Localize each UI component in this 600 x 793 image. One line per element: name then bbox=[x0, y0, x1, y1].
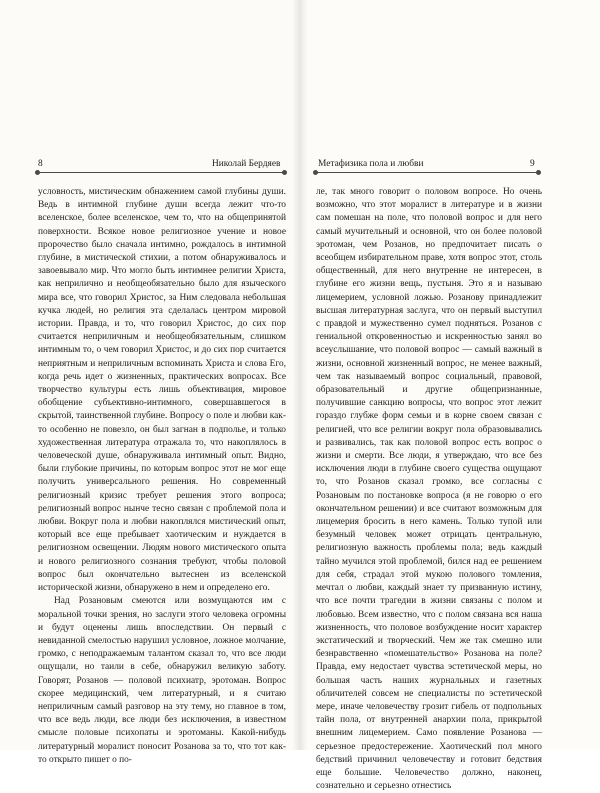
left-running-head: Николай Бердяев bbox=[212, 159, 281, 169]
left-page-number: 8 bbox=[38, 159, 43, 169]
left-paragraph-1: условность, мистическим обнажением самой глубины души. Ведь в интимной глубине души всегда лежит что-то вселенское, более вселенское, чем то, что на общепринятой поверхности. Всякое новое религиозное учение и новое пророчество было сначала интимно, рождалось в интимной глубине, в мистической стихии, а потом обнаруживалось и завоевывало мир. Что могло быть интимнее религии Христа, как неприлично и необщеобязательно было для языческого мира все, что говорил Христос, за Ним следовала небольшая кучка людей, но религия эта сделалась центром мировой истории. Правда, и то, что говорил Христос, до сих пор считается неприличным и необщеобязательным, слишком интимным то, о чем говорил Христос, и до сих пор считается неприятным и неприличным вспоминать Христа и слова Его, когда речь идет о жизненных, практических вопросах. Все творчество культуры есть лишь объективация, мировое обобщение субъективно-интимного, совершавшегося в скрытой, таинственной глубине. Вопросу о поле и любви как-то особенно не повезло, он был загнан в подполье, и только художественная литература отражала то, что накоплялось в человеческой душе, обнаруживала интимный опыт. Видно, были глубокие причины, по которым вопрос этот не мог еще получить универсального решения. Но современный религиозный кризис требует решения этого вопроса; религиозный вопрос нынче тесно связан с проблемой пола и любви. Вокруг пола и любви накоплялся мистический опыт, который все еще пребывает хаотическим и нуждается в религиозном освещении. Людям нового мистического опыта и нового религиозного сознания требуют, чтобы половой вопрос был окончательно вытеснен из вселенской исторической жизни, обнаружено в нем и определено его. bbox=[38, 187, 286, 594]
left-header-rule bbox=[36, 172, 286, 173]
right-running-head: Метафизика пола и любви bbox=[318, 159, 424, 169]
right-header-rule bbox=[314, 172, 540, 173]
right-page-number: 9 bbox=[530, 159, 535, 169]
left-page-body bbox=[38, 186, 286, 767]
right-page-body bbox=[316, 186, 542, 793]
left-paragraph-2: Над Розановым смеются или возмущаются им с моральной точки зрения, но заслуги этого человека огромны и будут оценены лишь впоследствии. Он первый с невиданной смелостью нарушил условное, ложное молчание, громко, с неподражаемым талантом сказал то, что все люди ощущали, но таили в себе, обнаружил великую заботу. Говорят, Розанов — половой психиатр, эротоман. Вопрос скорее медицинский, чем литературный, и я считаю неприличным самый разговор на эту тему, но главное в том, что все ведь люди, все люди без исключения, в известном смысле половые психопаты и эротоманы. Какой-нибудь литературный моралист поносит Розанова за то, что тот как-то открыто пишет о по- bbox=[38, 596, 286, 765]
right-paragraph-1: ле, так много говорит о половом вопросе. Но очень возможно, что этот моралист в литературе и в жизни сам помешан на поле, что половой вопрос и для него самый мучительный и основной, что он более половой эротоман, чем Розанов, но предпочитает писать о всеобщем избирательном праве, хотя вопрос этот, столь общественный, для него внутренне не интересен, в глубине его жизни вещь, пустыня. Это я и называю лицемерием, условной ложью. Розанову принадлежит высшая литературная заслуга, что он первый выступил с правдой и мужественно сумел подняться. Розанов с гениальной откровенностью и искренностью занял во всеуслышание, что половой вопрос — самый важный в жизни, основной жизненный вопрос, не менее важный, чем так называемый вопрос социальный, правовой, образовательный и другие общепризнанные, получившие санкцию вопросы, что вопрос этот лежит гораздо глубже форм семьи и в корне своем связан с религией, что все религии вокруг пола образовывались и развивались, так как половой вопрос есть вопрос о жизни и смерти. Все люди, я утверждаю, что все без исключения люди в глубине своего существа ощущают то, что Розанов сказал громко, все согласны с Розановым по постановке вопроса (я не говорю о его окончательном решении) и все считают возможным для лицемерия бросить в него камень. Только тупой или безумный человек может отрицать центральную, религиозную важность проблемы пола; ведь каждый тайно мучился этой проблемой, бился над ее решением для себя, страдал этой мукою полового томления, мечтал о любви, каждый знает ту призванную истину, что все почти трагедии в жизни связаны с полом и любовью. Всем известно, что с полом связана вся наша жизненность, что половое возбуждение носит характер экстатический и творческий. Чем же так смешно или безнравственно «помешательство» Розанова на поле? Правда, ему недостает чувства эстетической меры, но большая часть наших журнальных и газетных обличителей совсем не специалисты по эстетической мере, иначе человечеству грозит гибель от подпольных тайн пола, от внутренней анархии пола, прикрытой внешним лицемерием. Само появление Розанова — серьезное предостережение. Хаотический пол много бедствий причинил человечеству и готовит бедствия еще большие. Человечество должно, наконец, сознательно и серьезно отнестись bbox=[316, 187, 542, 792]
book-gutter bbox=[292, 0, 308, 750]
